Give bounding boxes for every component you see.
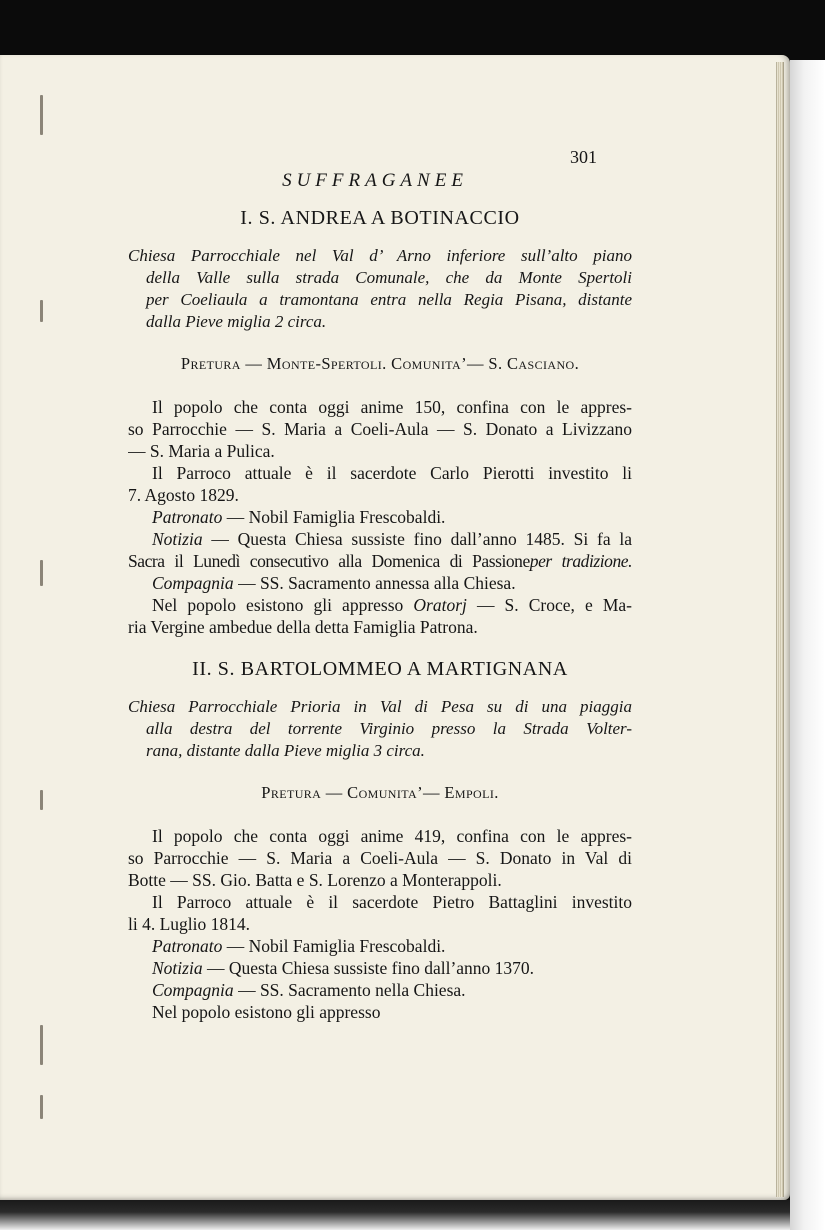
oratorj-paragraph <box>128 594 632 638</box>
text-line: Botte — SS. Gio. Batta e S. Lorenzo a Monterappoli. <box>128 870 502 890</box>
description-line: rana, distante dalla Pieve miglia 3 circa. <box>146 741 425 760</box>
compagnia-line <box>128 572 632 594</box>
text-line: 7. Agosto 1829. <box>128 485 239 505</box>
text-line: Il popolo che conta oggi anime 419, confina con le appres- <box>152 826 632 846</box>
oratorj-label: Oratorj <box>413 595 467 615</box>
description-line: Chiesa Parrocchiale nel Val d’ Arno inferiore sull’alto piano <box>128 246 632 265</box>
description-line: per Coeliaula a tramontana entra nella Regia Pisana, distante <box>146 290 632 309</box>
notizia-line <box>128 528 632 550</box>
description-line: della Valle sulla strada Comunale, che da Monte Spertoli <box>146 268 632 287</box>
section-description <box>128 245 632 333</box>
compagnia-text: — SS. Sacramento annessa alla Chiesa. <box>238 573 516 593</box>
running-head: SUFFRAGANEE <box>282 170 468 191</box>
compagnia-line <box>128 979 632 1001</box>
section-description <box>128 696 632 762</box>
notizia-text: — Questa Chiesa sussiste fino dall’anno 1370. <box>206 958 535 978</box>
notizia-line <box>128 550 632 572</box>
page-edge <box>776 62 784 1197</box>
description-line: Chiesa Parrocchiale Prioria in Val di Pesa su di una piaggia <box>128 697 632 716</box>
backdrop-bottom <box>0 1200 790 1230</box>
patronato-text: — Nobil Famiglia Frescobaldi. <box>226 936 446 956</box>
notizia-paragraph <box>128 528 632 572</box>
page-content <box>128 140 632 1023</box>
binding-stitch <box>40 790 43 810</box>
section-title: I. S. ANDREA A BOTINACCIO <box>240 207 520 229</box>
oratorj-line: ria Vergine ambedue della detta Famiglia Patrona. <box>128 617 478 637</box>
notizia-label: Notizia <box>152 958 203 978</box>
text-line: — S. Maria a Pulica. <box>128 441 275 461</box>
pretura-line: Pretura — Comunita’— Empoli. <box>261 783 499 802</box>
compagnia-label: Compagnia <box>152 980 234 1000</box>
text-line: li 4. Luglio 1814. <box>128 914 251 934</box>
patronato-line <box>128 935 632 957</box>
parroco-paragraph <box>128 462 632 506</box>
patronato-text: — Nobil Famiglia Frescobaldi. <box>226 507 446 527</box>
binding-stitch <box>40 1025 43 1065</box>
text-line: Il popolo che conta oggi anime 150, confina con le appres- <box>152 397 632 417</box>
patronato-line <box>128 506 632 528</box>
oratorj-line <box>128 594 632 616</box>
notizia-text: Sacra il Lunedì consecutivo alla Domenica di Passione <box>128 551 530 571</box>
binding-stitch <box>40 1095 43 1119</box>
compagnia-text: — SS. Sacramento nella Chiesa. <box>238 980 466 1000</box>
compagnia-label: Compagnia <box>152 573 234 593</box>
notizia-label: Notizia <box>152 529 203 549</box>
binding-stitch <box>40 560 43 586</box>
patronato-label: Patronato <box>152 936 223 956</box>
binding-stitch <box>40 95 43 135</box>
text-line: Il Parroco attuale è il sacerdote Pietro Battaglini investito <box>152 892 632 912</box>
pretura-line: Pretura — Monte-Spertoli. Comunita’— S. Casciano. <box>180 354 580 373</box>
notizia-text: — Questa Chiesa sussiste fino dall’anno 1485. Si fa la <box>211 529 632 549</box>
text-line: so Parrocchie — S. Maria a Coeli-Aula — S. Donato in Val di <box>128 848 632 868</box>
notizia-line <box>128 957 632 979</box>
final-line: Nel popolo esistono gli appresso <box>152 1002 381 1022</box>
text-line: Il Parroco attuale è il sacerdote Carlo Pierotti investito li <box>152 463 632 483</box>
description-line: dalla Pieve miglia 2 circa. <box>146 312 327 331</box>
text-line: so Parrocchie — S. Maria a Coeli-Aula — S. Donato a Livizzano <box>128 419 632 439</box>
section-title: II. S. BARTOLOMMEO A MARTIGNANA <box>192 658 568 680</box>
oratorj-text: Nel popolo esistono gli appresso <box>152 595 404 615</box>
popolo-paragraph <box>128 396 632 462</box>
binding-stitch <box>40 300 43 322</box>
notizia-tradizione: per tradizione. <box>529 551 632 571</box>
parroco-paragraph <box>128 891 632 935</box>
description-line: alla destra del torrente Virginio presso la Strada Volter- <box>146 719 632 738</box>
popolo-paragraph <box>128 825 632 891</box>
page-number: 301 <box>570 147 597 167</box>
oratorj-text: — S. Croce, e Ma- <box>476 595 632 615</box>
backdrop-right <box>790 60 825 1230</box>
patronato-label: Patronato <box>152 507 223 527</box>
